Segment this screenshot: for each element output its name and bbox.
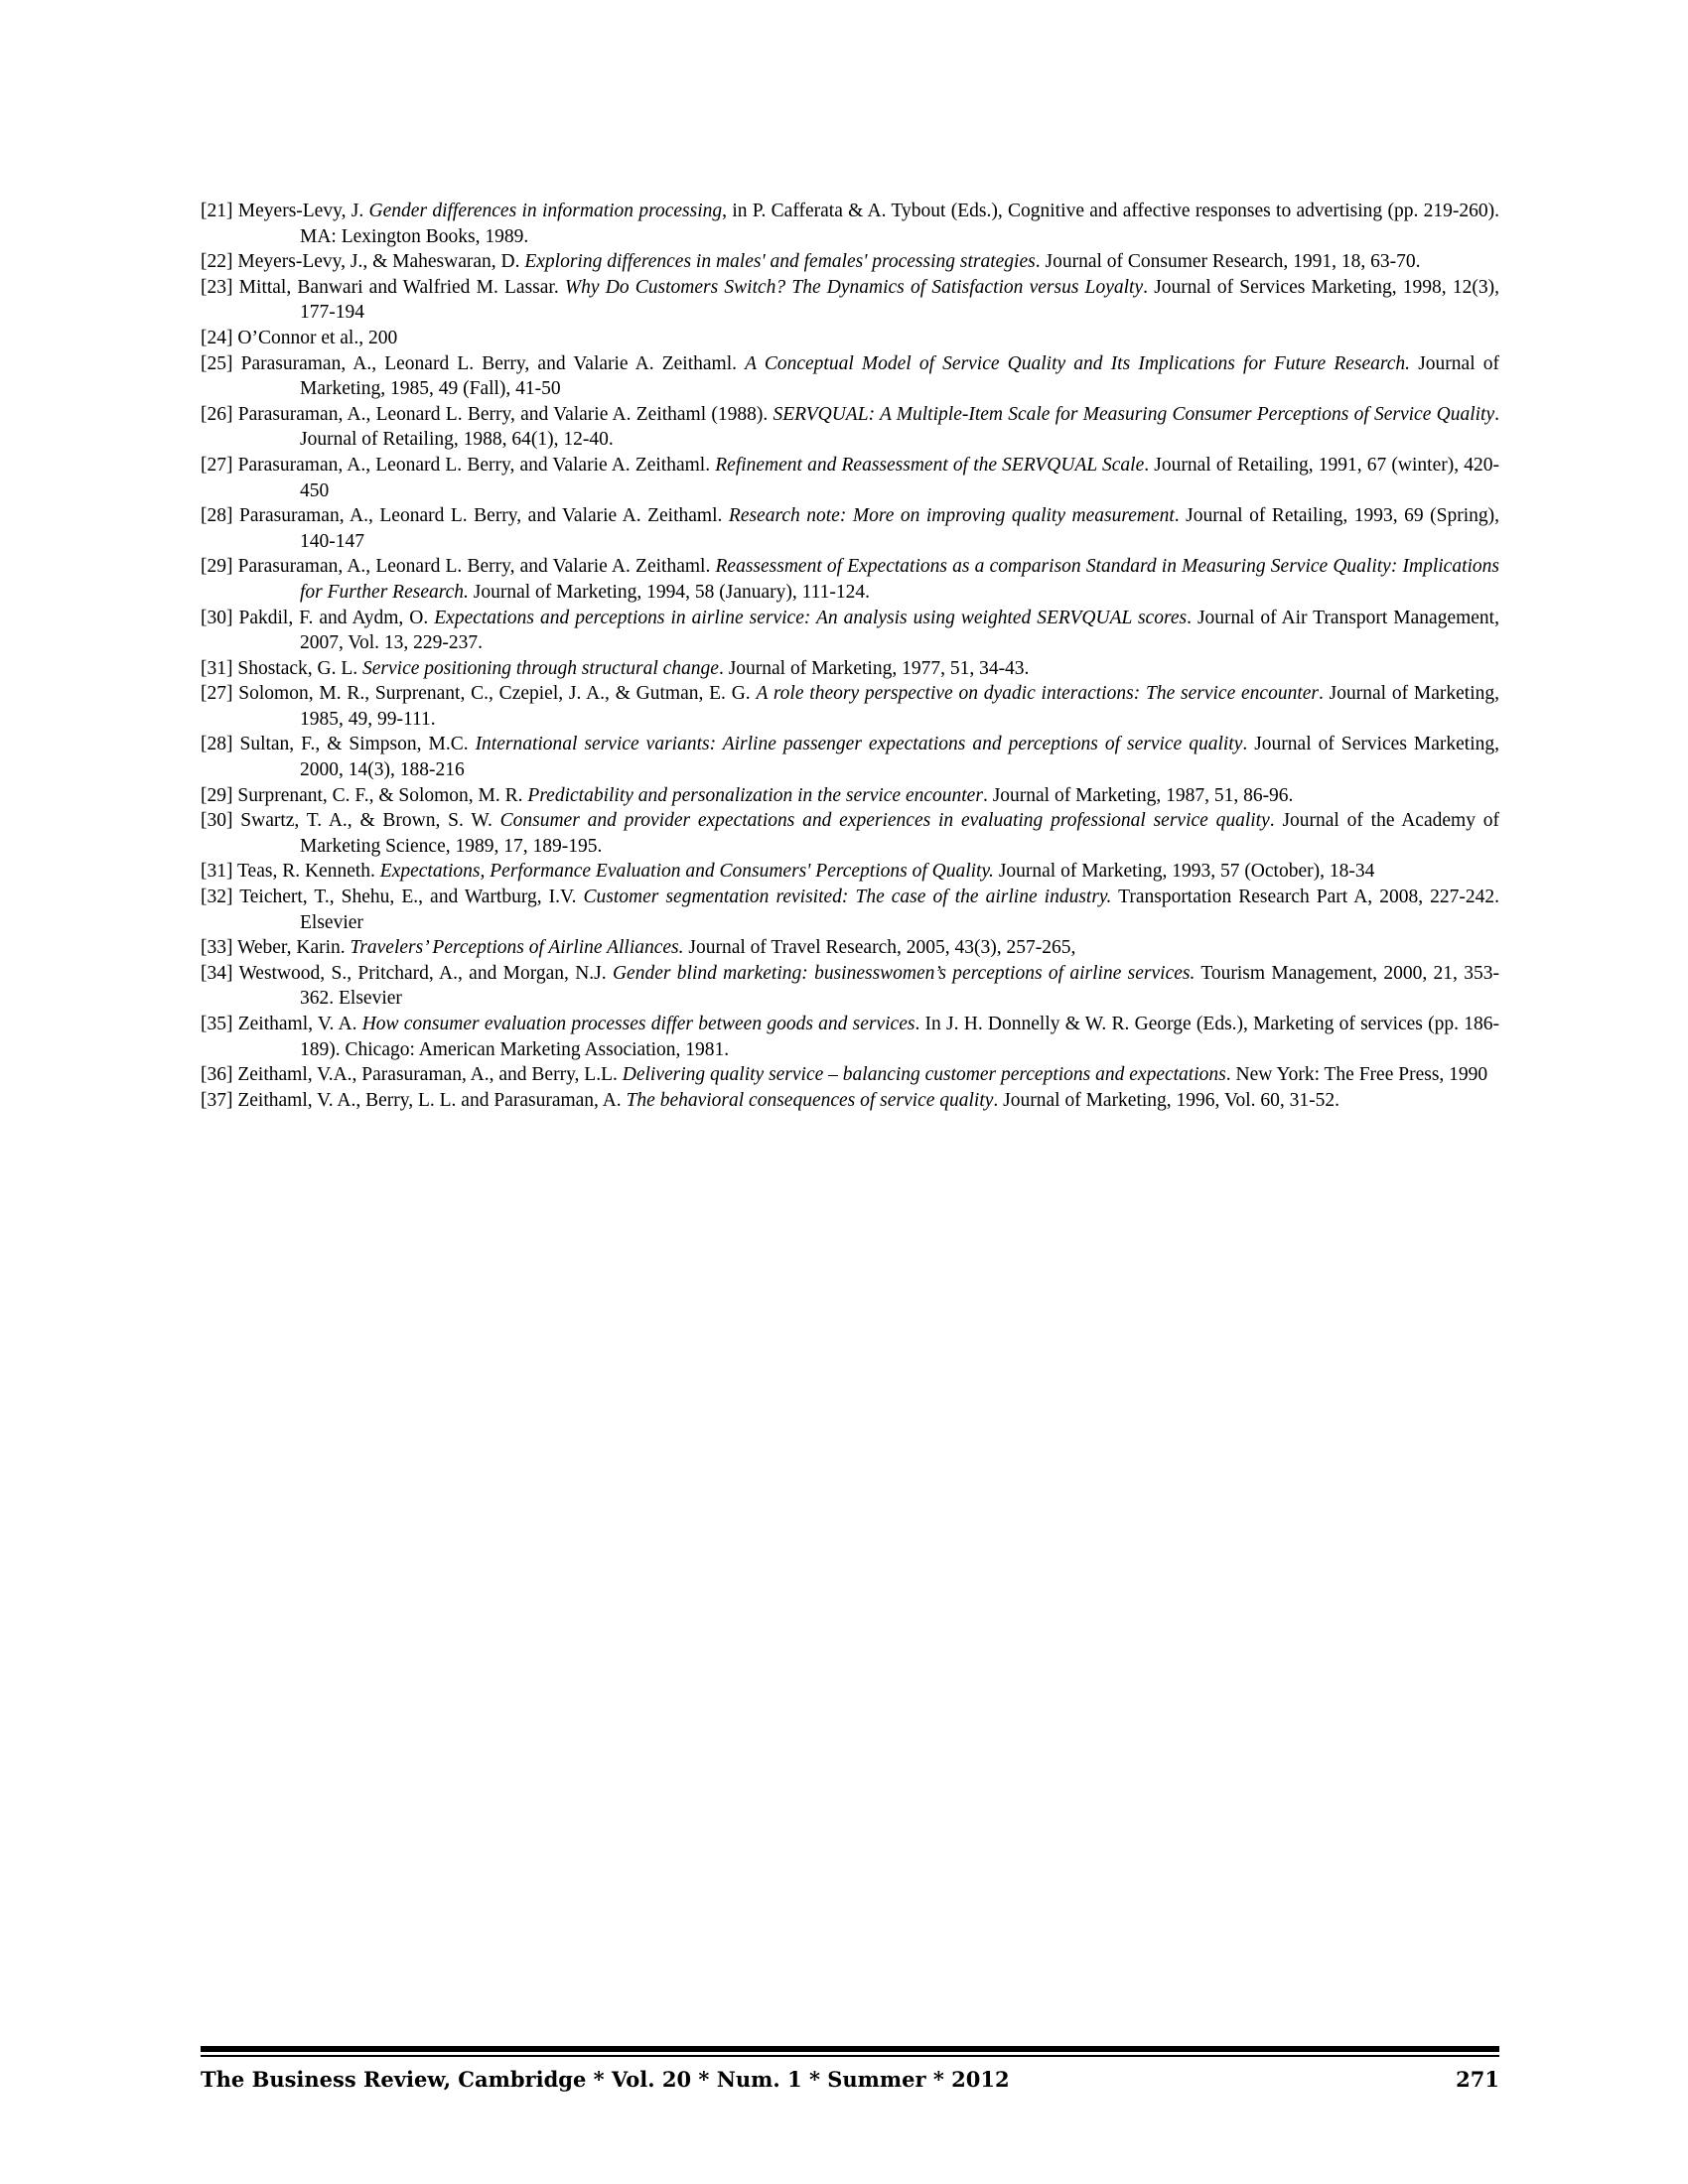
reference-source: . Journal of Marketing, 1996, Vol. 60, 31-52. (993, 1089, 1340, 1111)
reference-authors: [37] Zeithaml, V. A., Berry, L. L. and Parasuraman, A. (201, 1089, 627, 1111)
reference-title: Customer segmentation revisited: The case of the airline industry. (583, 887, 1112, 908)
reference-authors: [22] Meyers-Levy, J., & Maheswaran, D. (201, 251, 525, 273)
reference-source: . Journal of Marketing, 1977, 51, 34-43. (718, 657, 1030, 679)
reference-list (201, 199, 1499, 1113)
reference-entry (201, 859, 1499, 885)
reference-authors: [30] Pakdil, F. and Aydm, O. (201, 607, 435, 628)
reference-entry (201, 199, 1499, 249)
reference-authors: [27] Parasuraman, A., Leonard L. Berry, and Valarie A. Zeithaml. (201, 454, 716, 476)
reference-source: . New York: The Free Press, 1990 (1225, 1064, 1488, 1086)
reference-authors: [35] Zeithaml, V. A. (201, 1014, 362, 1034)
reference-entry (201, 503, 1499, 554)
reference-title: Expectations and perceptions in airline service: An analysis using weighted SERVQUAL scores (434, 607, 1188, 628)
reference-entry (201, 326, 1499, 351)
reference-entry (201, 1062, 1499, 1088)
reference-source: Journal of Marketing, 1985, 49 (Fall), 41-50 (300, 352, 1499, 400)
footer-journal-title: The Business Review, Cambridge * Vol. 20 * Num. 1 * Summer * 2012 (201, 2067, 1010, 2092)
reference-authors: [33] Weber, Karin. (201, 937, 351, 959)
reference-entry (201, 606, 1499, 656)
reference-title: The behavioral consequences of service quality (626, 1089, 994, 1111)
reference-source: . Journal of Retailing, 1993, 69 (Spring), 140-147 (300, 505, 1499, 552)
footer-rule-thin (201, 2055, 1499, 2057)
reference-entry (201, 935, 1499, 961)
reference-entry (201, 783, 1499, 809)
reference-title: International service variants: Airline passenger expectations and perceptions of service quality (475, 734, 1243, 755)
reference-source: . Journal of Marketing, 1985, 49, 99-111. (300, 683, 1499, 730)
reference-entry (201, 402, 1499, 453)
reference-source: . Journal of Services Marketing, 1998, 12(3), 177-194 (300, 276, 1499, 324)
reference-title: Expectations, Performance Evaluation and Consumers' Perceptions of Quality. (379, 861, 994, 883)
reference-authors: [31] Teas, R. Kenneth. (201, 861, 380, 883)
reference-authors: [28] Parasuraman, A., Leonard L. Berry, and Valarie A. Zeithaml. (201, 505, 729, 527)
reference-title: Why Do Customers Switch? The Dynamics of Satisfaction versus Loyalty (564, 276, 1144, 298)
reference-source: Tourism Management, 2000, 21, 353-362. Elsevier (300, 962, 1500, 1010)
reference-entry (201, 1012, 1499, 1062)
reference-title: Reassessment of Expectations as a comparison Standard in Measuring Service Quality: Implications for Further Research. (300, 556, 1499, 603)
reference-authors: [29] Surprenant, C. F., & Solomon, M. R. (201, 784, 528, 806)
reference-source: Transportation Research Part A, 2008, 227-242. Elsevier (300, 887, 1500, 933)
reference-authors: [29] Parasuraman, A., Leonard L. Berry, and Valarie A. Zeithaml. (201, 556, 716, 578)
reference-entry (201, 681, 1499, 732)
reference-authors: [32] Teichert, T., Shehu, E., and Wartburg, I.V. (201, 887, 584, 908)
reference-title: Delivering quality service – balancing customer perceptions and expectations (622, 1064, 1226, 1086)
reference-source: Journal of Marketing, 1993, 57 (October), 18-34 (993, 861, 1375, 883)
reference-title: SERVQUAL: A Multiple-Item Scale for Measuring Consumer Perceptions of Service Quality (773, 403, 1495, 425)
reference-authors: [26] Parasuraman, A., Leonard L. Berry, and Valarie A. Zeithaml (1988). (201, 403, 774, 425)
reference-authors: [36] Zeithaml, V.A., Parasuraman, A., and Berry, L.L. (201, 1064, 623, 1086)
reference-entry (201, 554, 1499, 605)
reference-authors: [25] Parasuraman, A., Leonard L. Berry, and Valarie A. Zeithaml. (201, 352, 746, 374)
reference-entry (201, 1088, 1499, 1114)
reference-authors: [23] Mittal, Banwari and Walfried M. Lassar. (201, 276, 565, 298)
reference-entry (201, 885, 1499, 935)
reference-entry (201, 961, 1499, 1012)
reference-authors: [27] Solomon, M. R., Surprenant, C., Czepiel, J. A., & Gutman, E. G. (201, 683, 757, 705)
reference-title: Gender blind marketing: businesswomen’s perceptions of airline services. (612, 962, 1196, 984)
reference-entry (201, 453, 1499, 503)
reference-title: Service positioning through structural change (362, 657, 719, 679)
reference-source: . In J. H. Donnelly & W. R. George (Eds.), Marketing of services (pp. 186-189). Chicago: American Marketing Association, 1981. (300, 1014, 1499, 1060)
page-number: 271 (1456, 2067, 1499, 2092)
reference-title: A role theory perspective on dyadic interactions: The service encounter (756, 683, 1319, 705)
reference-authors: [34] Westwood, S., Pritchard, A., and Morgan, N.J. (201, 962, 613, 984)
reference-title: A Conceptual Model of Service Quality and Its Implications for Future Research. (745, 352, 1411, 374)
reference-title: Refinement and Reassessment of the SERVQUAL Scale (715, 454, 1145, 476)
reference-entry (201, 351, 1499, 402)
reference-source: . Journal of Services Marketing, 2000, 14(3), 188-216 (300, 734, 1499, 781)
reference-title: Predictability and personalization in the service encounter (527, 784, 983, 806)
reference-authors: [28] Sultan, F., & Simpson, M.C. (201, 734, 476, 755)
reference-source: . Journal of Consumer Research, 1991, 18, 63-70. (1035, 251, 1421, 273)
reference-title: Exploring differences in males' and females' processing strategies (524, 251, 1036, 273)
reference-source: Journal of Travel Research, 2005, 43(3), 257-265, (683, 937, 1076, 959)
reference-title: Consumer and provider expectations and experiences in evaluating professional service quality (499, 810, 1270, 832)
reference-authors: [24] O’Connor et al., 200 (201, 327, 398, 348)
reference-source: . Journal of Marketing, 1987, 51, 86-96. (982, 784, 1294, 806)
reference-authors: [31] Shostack, G. L. (201, 657, 363, 679)
reference-title: Travelers’ Perceptions of Airline Alliances. (350, 937, 684, 959)
reference-source: . Journal of Retailing, 1991, 67 (winter), 420-450 (300, 454, 1499, 501)
reference-authors: [21] Meyers-Levy, J. (201, 201, 369, 221)
reference-title: Gender differences in information processing (368, 201, 723, 221)
reference-entry (201, 275, 1499, 326)
reference-title: How consumer evaluation processes differ between goods and services (361, 1014, 915, 1034)
reference-source: . Journal of the Academy of Marketing Science, 1989, 17, 189-195. (300, 810, 1499, 857)
reference-source: . Journal of Air Transport Management, 2007, Vol. 13, 229-237. (300, 607, 1499, 654)
reference-title: Research note: More on improving quality measurement (728, 505, 1175, 527)
reference-entry (201, 732, 1499, 782)
footer-rule-thick (201, 2046, 1499, 2052)
reference-source: , in P. Cafferata & A. Tybout (Eds.), Cognitive and affective responses to advertising (pp. 219-260). MA: Lexington Books, 1989. (300, 201, 1500, 247)
reference-entry (201, 656, 1499, 682)
reference-source: Journal of Marketing, 1994, 58 (January), 111-124. (468, 581, 871, 603)
reference-source: . Journal of Retailing, 1988, 64(1), 12-40. (300, 403, 1499, 451)
reference-entry (201, 808, 1499, 859)
reference-authors: [30] Swartz, T. A., & Brown, S. W. (201, 810, 500, 832)
reference-entry (201, 249, 1499, 275)
